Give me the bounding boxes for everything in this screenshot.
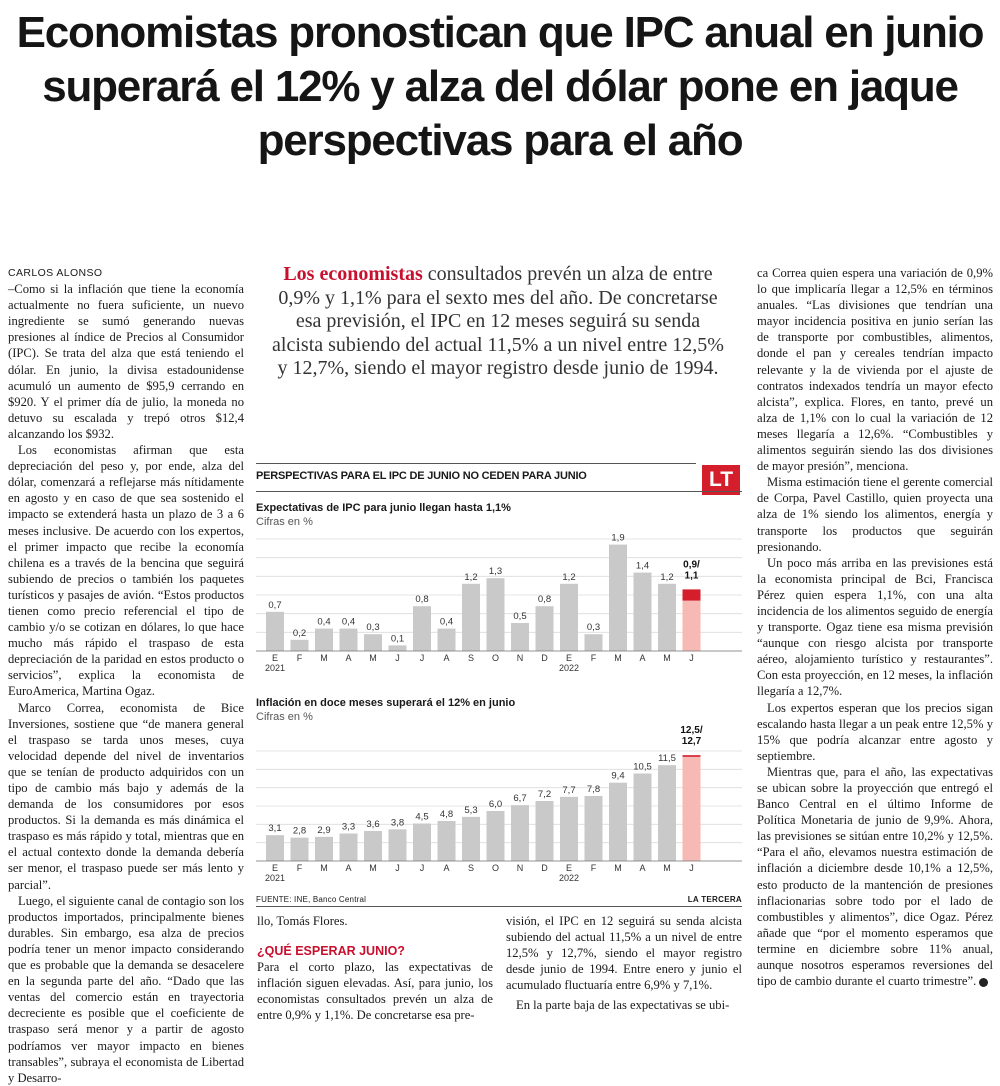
bar	[438, 821, 456, 861]
category-label: D	[541, 653, 548, 663]
chart-2-title: Inflación en doce meses superará el 12% en junio	[256, 697, 516, 709]
forecast-bar-high	[683, 755, 701, 757]
bar	[511, 805, 529, 861]
bar	[340, 834, 358, 862]
category-label: D	[541, 863, 548, 873]
data-label: 0,8	[415, 594, 429, 606]
paragraph: Marco Correa, economista de Bice Inversiones, sostiene que “de manera general el traspaso se tarda unos meses, cuya velocidad depende del nivel de inventarios que se tenían de producto adquiridos con un tipo de cambio más bajo y además de la demanda de los consumidores por esos productos. Si la demanda es más dinámica el traspaso es más rápido y total, mientras que en el actual contexto donde la demanda debería ser menor, el traspaso puede ser más lento y parcial”.	[8, 700, 244, 892]
data-label: 0,7	[268, 599, 282, 611]
category-label: S	[467, 653, 475, 663]
bar	[291, 640, 309, 651]
article-column-1	[8, 265, 244, 1086]
paragraph: Los expertos esperan que los precios sigan escalando hasta llegar a un peak entre 12,5% y 15% que podría alcanzar entre agosto y septiembre.	[757, 700, 993, 763]
category-label: A	[345, 653, 352, 663]
bar	[536, 801, 554, 861]
category-label: M	[614, 653, 622, 663]
category-label: A	[345, 863, 352, 873]
divider	[256, 463, 696, 464]
category-label: F	[296, 653, 303, 663]
forecast-label-low: 12,5/	[680, 725, 703, 737]
bar	[487, 811, 505, 861]
bar	[291, 838, 309, 861]
data-label: 3,6	[366, 819, 380, 830]
paragraph	[757, 764, 993, 989]
data-label: 0,4	[439, 616, 454, 628]
bar	[609, 545, 627, 651]
data-label: 7,7	[562, 784, 576, 796]
article-column-4	[757, 265, 993, 989]
data-label: 1,2	[562, 571, 576, 583]
infographic	[256, 463, 742, 906]
bar	[438, 629, 456, 651]
category-label: N	[516, 653, 524, 663]
bar	[315, 629, 333, 651]
data-label: 0,3	[366, 622, 380, 634]
category-label: S	[467, 863, 475, 873]
category-label: M	[663, 653, 671, 663]
year-label: 2021	[264, 873, 286, 883]
bar	[658, 765, 676, 861]
category-label: A	[639, 653, 646, 663]
year-label: 2022	[558, 663, 580, 673]
year-label: 2022	[558, 873, 580, 883]
paragraph: Para el corto plazo, las expectativas de inflación siguen elevadas. Así, para junio, los economistas consultados prevén un alza de entre 0,9% y 1,1%. De concretarse esa pre-	[257, 960, 493, 1023]
byline: CARLOS ALONSO	[8, 267, 103, 279]
bar	[266, 612, 284, 651]
divider	[256, 906, 742, 907]
data-label: 0,8	[537, 594, 552, 606]
bar	[560, 797, 578, 861]
category-label: J	[689, 653, 694, 663]
bar	[585, 634, 603, 651]
category-label: F	[296, 863, 303, 873]
data-label: 2,9	[317, 824, 331, 836]
data-label: 4,5	[415, 811, 429, 823]
end-mark-icon	[979, 978, 988, 987]
paragraph: Misma estimación tiene el gerente comercial de Corpa, Pavel Castillo, quien proyecta una alza de 1% siendo los alimentos, energía y transporte los productos que seguirán presionando.	[757, 475, 993, 554]
data-label: 1,2	[660, 571, 674, 583]
bar	[364, 831, 382, 861]
chart-1-title: Expectativas de IPC para junio llegan hasta 1,1%	[256, 502, 511, 514]
bar	[634, 774, 652, 862]
data-label: 3,1	[268, 823, 282, 835]
forecast-bar-low	[683, 601, 701, 651]
bar	[413, 824, 431, 862]
data-label: 4,8	[439, 809, 454, 820]
bar	[560, 584, 578, 651]
paragraph: llo, Tomás Flores.	[257, 914, 348, 928]
paragraph: Un poco más arriba en las previsiones está la economista principal de Bci, Francisca Pérez quien espera 1,1%, con una alta incidencia de los alimentos seguido de energía y transporte. Ogaz tiene esa misma previsión “aunque con riesgo alcista por transporte aéreo, alojamiento turístico y restaurantes”. Con esta proyección, en 12 meses, la inflación llegaría a 12,7%.	[757, 555, 993, 699]
category-label: J	[419, 863, 425, 873]
data-label: 1,3	[488, 566, 503, 578]
chart-1-unit: Cifras en %	[256, 516, 313, 528]
data-label: 6,0	[488, 799, 503, 810]
lead-highlight: Los economistas	[283, 263, 423, 285]
bar	[462, 584, 480, 651]
category-label: M	[369, 863, 377, 873]
forecast-label-high: 12,7	[681, 736, 702, 748]
category-label: E	[565, 653, 573, 663]
paragraph: Luego, el siguiente canal de contagio son los productos importados, principalmente bienes durables. Sin embargo, esa alza de precios podría tener un menor impacto considerando que es probable que la demanda se desacelere en la segunda parte del año. “Dado que las ventas del comercio están en trayectoria decreciente es posible que el coeficiente de traspaso será menor y a partir de agosto podríamos ver mayor impacto en bienes transables”, subraya el economista de Libertad y Desarro-	[8, 893, 244, 1085]
paragraph: En la parte baja de las expectativas se ubi-	[516, 998, 730, 1013]
data-label: 1,4	[635, 560, 650, 572]
paragraph: Los economistas afirman que esta depreciación del peso y, por ende, alza del dólar, comenzará a reflejarse más nítidamente en agosto y en caso de que sea sostenido el impacto se extenderá hasta un plazo de 3 a 6 meses inclusive. De acuerdo con los expertos, el primer impacto que recibe la economía chilena es a través de la bencina que seguirá subiendo de precios o también los paquetes turísticos y pasajes de avión. “Estos productos tienen como precio referencial el tipo de cambio y/o se cotizan en dólares, lo que hace mucho más rápido el traspaso de esta depreciación de la paridad en estos producto o servicios”, explica la economista de EuroAmerica, Martina Ogaz.	[8, 443, 244, 699]
category-label: J	[689, 863, 694, 873]
year-label: 2021	[264, 663, 286, 673]
data-label: 3,3	[341, 821, 356, 833]
bar	[585, 796, 603, 861]
infographic-title: PERSPECTIVAS PARA EL IPC DE JUNIO NO CEDEN PARA JUNIO	[256, 470, 587, 482]
data-label: 3,8	[390, 817, 405, 829]
category-label: E	[565, 863, 573, 873]
bar	[634, 573, 652, 651]
data-label: 0,3	[586, 622, 601, 634]
category-label: E	[271, 653, 279, 663]
chart-2-unit: Cifras en %	[256, 711, 313, 723]
data-label: 1,9	[611, 532, 625, 544]
data-label: 7,8	[586, 784, 601, 795]
data-label: 6,7	[513, 793, 527, 805]
bar	[413, 606, 431, 651]
data-label: 2,8	[292, 825, 307, 837]
forecast-label-low: 0,9/	[683, 559, 700, 571]
category-label: M	[320, 863, 328, 873]
category-label: F	[590, 653, 597, 663]
bar	[511, 623, 529, 651]
data-label: 0,1	[390, 633, 405, 645]
paragraph: visión, el IPC en 12 seguirá su senda alcista subiendo del actual 11,5% a un nivel de entre 12,5% y 12,7%, siendo el mayor registro desde junio de 1994. Entre enero y junio el acumulado fluctuaría entre 6,9% y 7,1%.	[506, 914, 742, 993]
category-label: A	[443, 653, 450, 663]
category-label: J	[395, 653, 400, 663]
bar	[364, 634, 382, 651]
data-label: 7,2	[537, 789, 552, 800]
article-column-3	[506, 913, 742, 1014]
chart-1-expectativas	[256, 529, 742, 673]
article-column-2	[257, 913, 493, 1024]
bar	[389, 829, 407, 861]
bar	[266, 835, 284, 861]
category-label: J	[395, 863, 400, 873]
category-label: M	[614, 863, 622, 873]
bar	[389, 645, 407, 651]
bar	[487, 578, 505, 651]
category-label: N	[516, 863, 524, 873]
data-label: 9,4	[611, 770, 625, 782]
forecast-label-high: 1,1	[684, 570, 699, 582]
subheading: ¿QUÉ ESPERAR JUNIO?	[257, 944, 405, 959]
data-label: 5,3	[464, 804, 478, 816]
bar	[536, 606, 554, 651]
category-label: O	[491, 863, 500, 873]
data-label: 0,2	[292, 627, 307, 639]
la-tercera-logo: LT	[702, 465, 740, 495]
data-label: 11,5	[658, 753, 676, 765]
data-label: 10,5	[633, 761, 652, 773]
data-label: 0,5	[513, 611, 527, 622]
category-label: M	[369, 653, 377, 663]
bar	[340, 629, 358, 651]
divider	[256, 491, 742, 492]
category-label: M	[320, 653, 328, 663]
chart-2-inflacion-12-meses	[256, 725, 742, 885]
paragraph: ca Correa quien espera una variación de 0,9% lo que implicaría llegar a 12,5% en términos anuales. “Las divisiones que tendrían una mayor incidencia positiva en junio serían las de transporte por combustibles, alimentos, donde el pan y cereales tendrían impacto relevante y la de vivienda por el ajuste de contratos indexados tendría un mayor efecto alcista”, explica. Flores, en tanto, prevé un alza de 1,1% con lo cual la variación de 12 meses llegaría a 12,6%. “Combustibles y alimentos seguirán siendo las dos divisiones de mayor presión”, menciona.	[757, 266, 993, 474]
lead-text: consultados prevén un alza de entre 0,9% y 1,1% para el sexto mes del año. De concretarse esa previsión, el IPC en 12 meses seguirá su senda alcista subiendo del actual 11,5% a un nivel entre 12,5% y 12,7%, siendo el mayor registro desde junio de 1994.	[272, 263, 724, 380]
headline: Economistas pronostican que IPC anual en junio superará el 12% y alza del dólar pone en jaque perspectivas para el año	[16, 8, 984, 165]
category-label: O	[491, 653, 500, 663]
paragraph: –Como si la inflación que tiene la economía actualmente no fuera suficiente, un nuevo ingrediente se sumó generando nuevas presiones al índice de Precios al Consumidor (IPC). Se trata del alza que está teniendo el dólar. En junio, la divisa estadounidense acumuló un aumento de $95,9 cerrando en $920. Y el primer día de julio, la moneda no detuvo su escalada y trepó otros $12,4 alcanzando los $932.	[8, 282, 244, 441]
bar	[658, 584, 676, 651]
data-label: 0,4	[317, 616, 331, 628]
category-label: E	[271, 863, 279, 873]
lead-paragraph	[268, 263, 728, 381]
bar	[609, 783, 627, 861]
paragraph-text: Mientras que, para el año, las expectativas se ubican sobre la proyección que entregó el Banco Central en el último Informe de Política Monetaria de junio de 9,9%. Ahora, las previsiones se sitúan entre 10,2% y 12,5%. “Para el año, elevamos nuestra estimación de inflación a diciembre desde 10,1% a 12,5%, esto producto de la mantención de presiones inflacionarias sobre todo por el lado de combustibles y alimentos”, dice Ogaz. Pérez añade que “por el momento esperamos que termine en diciembre sobre 11% anual, aunque nosotros esperamos reversiones del tipo de cambio durante el cuarto trimestre”.	[757, 764, 993, 989]
forecast-bar-low	[683, 757, 701, 861]
category-label: M	[663, 863, 671, 873]
category-label: A	[639, 863, 646, 873]
bar	[462, 817, 480, 861]
category-label: F	[590, 863, 597, 873]
forecast-bar-high	[683, 589, 701, 600]
category-label: J	[419, 653, 425, 663]
source-note: FUENTE: INE, Banco Central	[256, 895, 367, 904]
category-label: A	[443, 863, 450, 873]
bar	[315, 837, 333, 861]
brand-credit: LA TERCERA	[687, 895, 742, 904]
data-label: 1,2	[464, 571, 478, 583]
data-label: 0,4	[341, 616, 356, 628]
